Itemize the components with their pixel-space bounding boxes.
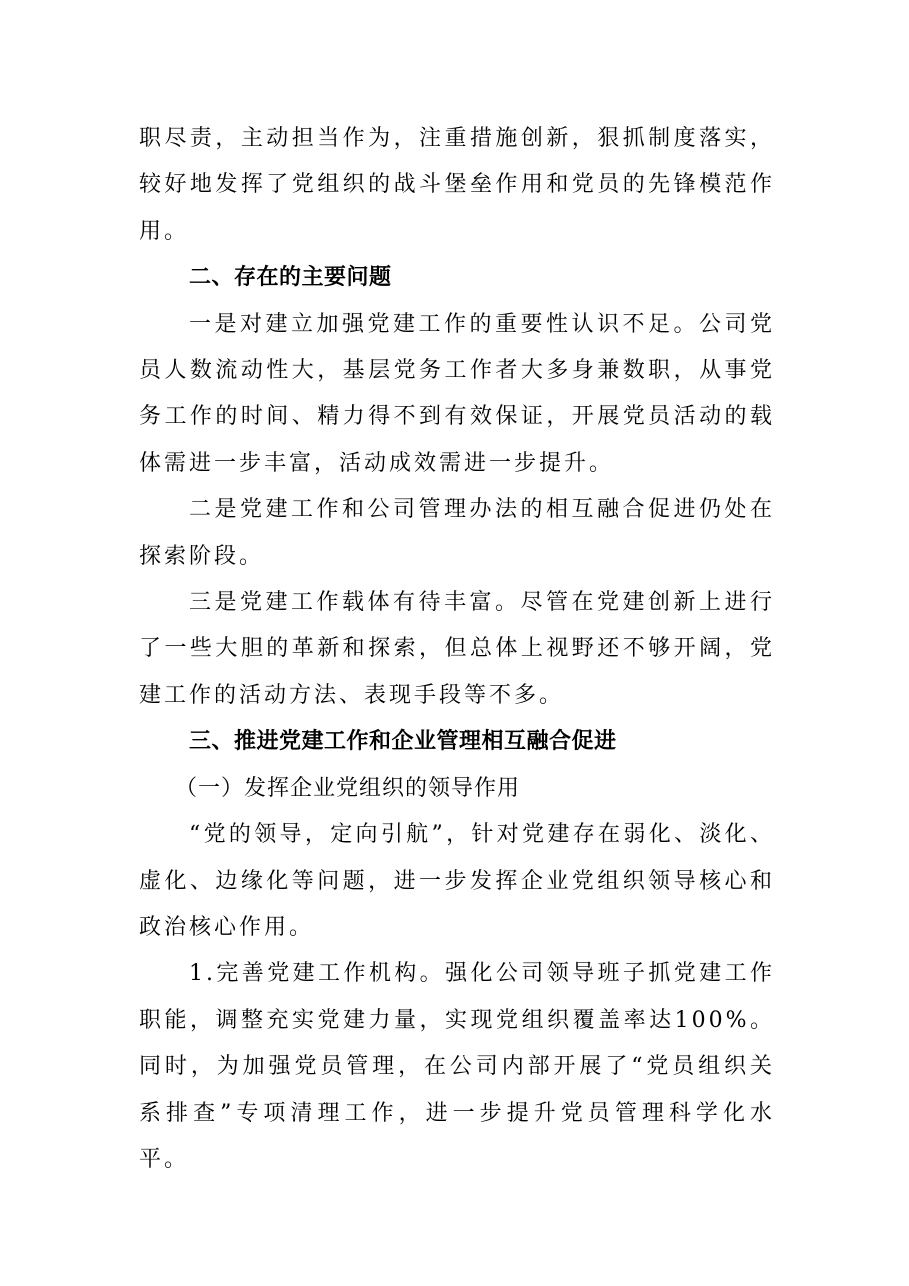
section-heading-integration: 三、推进党建工作和企业管理相互融合促进 [189, 729, 617, 755]
section-heading-problems: 二、存在的主要问题 [189, 265, 392, 291]
paragraph-issue-1: 一是对建立加强党建工作的重要性认识不足。公司党员人数流动性大，基层党务工作者大多身兼数职，从事党务工作的时间、精力得不到有效保证，开展党员活动的载体需进一步丰富，活动成效需进一步提升。 [139, 311, 775, 476]
document-body [139, 116, 775, 1183]
paragraph-leadership: “党的领导，定向引航”，针对党建存在弱化、淡化、虚化、边缘化等问题，进一步发挥企业党组织领导核心和政治核心作用。 [139, 822, 775, 940]
paragraph-item-1: 1.完善党建工作机构。强化公司领导班子抓党建工作职能，调整充实党建力量，实现党组织覆盖率达100%。同时，为加强党员管理，在公司内部开展了“党员组织关系排查”专项清理工作，进一步提升党员管理科学化水平。 [139, 961, 775, 1172]
paragraph-continuation: 职尽责，主动担当作为，注重措施创新，狠抓制度落实，较好地发挥了党组织的战斗堡垒作用和党员的先锋模范作用。 [139, 126, 775, 244]
paragraph-issue-2: 二是党建工作和公司管理办法的相互融合促进仍处在探索阶段。 [139, 497, 775, 569]
paragraph-issue-3: 三是党建工作载体有待丰富。尽管在党建创新上进行了一些大胆的革新和探索，但总体上视野还不够开阔，党建工作的活动方法、表现手段等不多。 [139, 590, 775, 708]
subsection-heading-leadership: （一）发挥企业党组织的领导作用 [175, 775, 521, 801]
